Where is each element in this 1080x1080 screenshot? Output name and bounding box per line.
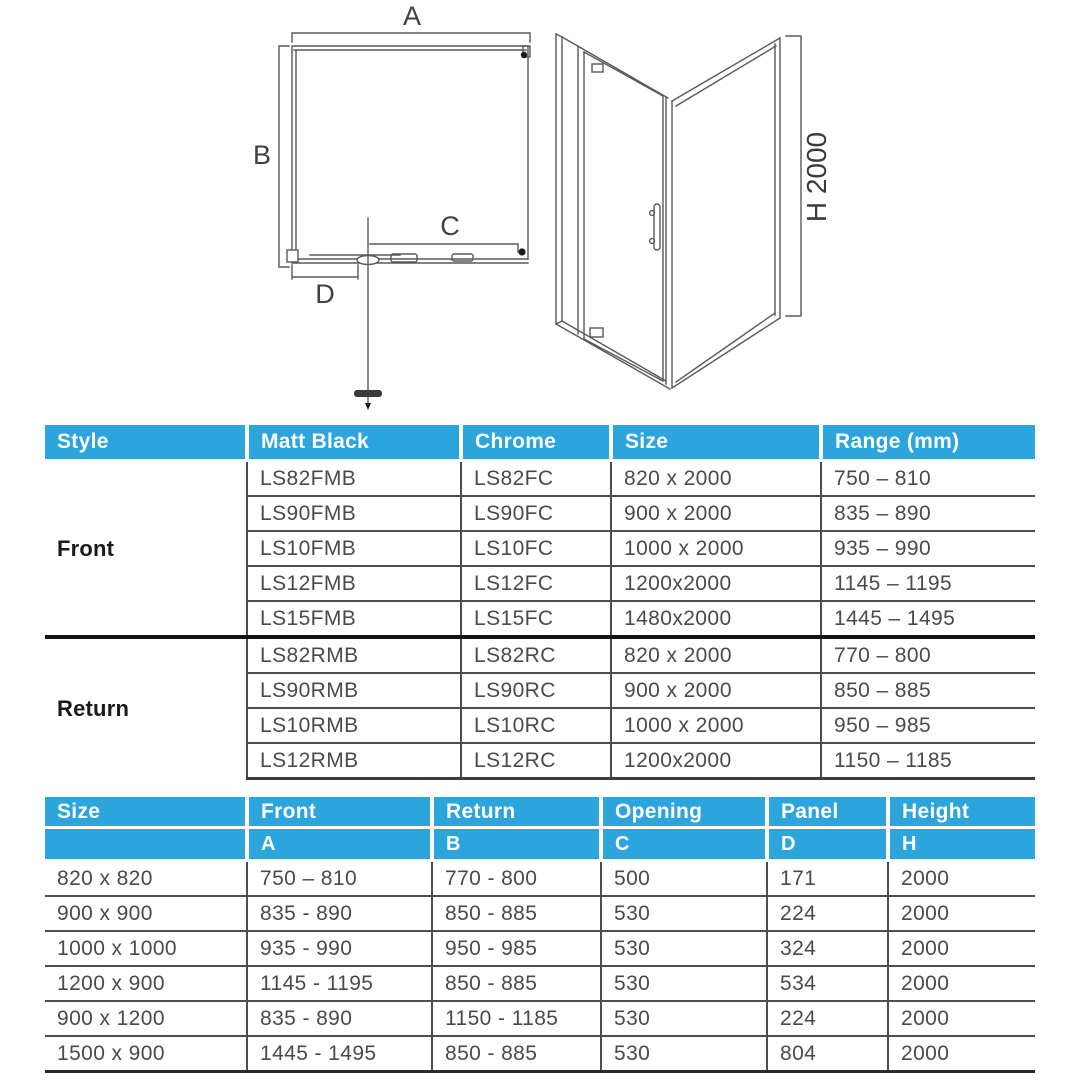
- wall-profile-block: [287, 250, 298, 262]
- spec-cell: LS15FC: [461, 601, 611, 637]
- dimension-cell: 2000: [888, 931, 1035, 966]
- column-header-opening: Opening: [601, 797, 767, 828]
- top-view-diagram: [279, 33, 530, 410]
- spec-cell: 1445 – 1495: [821, 601, 1035, 637]
- dimension-cell: 1200 x 900: [45, 966, 247, 1001]
- dimension-cell: 850 - 885: [432, 1036, 601, 1072]
- dimension-table-row: [45, 1036, 1035, 1072]
- dimension-cell: 935 - 990: [247, 931, 432, 966]
- spec-cell: LS90FMB: [247, 496, 461, 531]
- iso-return-panel: [672, 38, 780, 388]
- spec-header-row: [45, 425, 1035, 461]
- spec-cell: LS90RC: [461, 673, 611, 708]
- dimension-line-d: [292, 265, 358, 279]
- spec-cell: 1145 – 1195: [821, 566, 1035, 601]
- dimension-label-d: D: [315, 279, 335, 309]
- spec-cell: 935 – 990: [821, 531, 1035, 566]
- column-header-matt-black: Matt Black: [247, 425, 461, 461]
- column-header-chrome: Chrome: [461, 425, 611, 461]
- spec-cell: 1150 – 1185: [821, 743, 1035, 779]
- dimension-header-row-1: [45, 797, 1035, 828]
- spec-cell: LS10FC: [461, 531, 611, 566]
- spec-cell: 820 x 2000: [611, 461, 821, 497]
- dimension-table-row: [45, 861, 1035, 897]
- spec-cell: LS82RMB: [247, 637, 461, 673]
- spec-cell: 1000 x 2000: [611, 531, 821, 566]
- column-header-size: Size: [611, 425, 821, 461]
- spec-cell: LS15FMB: [247, 601, 461, 637]
- spec-cell: 950 – 985: [821, 708, 1035, 743]
- dimension-cell: 750 – 810: [247, 861, 432, 897]
- dimension-table-row: [45, 931, 1035, 966]
- dimension-cell: 1000 x 1000: [45, 931, 247, 966]
- dimension-table-row: [45, 966, 1035, 1001]
- dimension-cell: 1445 - 1495: [247, 1036, 432, 1072]
- spec-cell: 835 – 890: [821, 496, 1035, 531]
- axis-arrow-tip: [365, 403, 371, 410]
- iso-top-hinge: [592, 64, 603, 72]
- column-subheader-h: H: [888, 828, 1035, 861]
- spec-cell: LS90FC: [461, 496, 611, 531]
- spec-cell: 750 – 810: [821, 461, 1035, 497]
- shower-enclosure-diagram: [0, 0, 1080, 420]
- column-header-range: Range (mm): [821, 425, 1035, 461]
- dimension-cell: 534: [767, 966, 888, 1001]
- dimension-cell: 850 - 885: [432, 966, 601, 1001]
- dimension-cell: 224: [767, 1001, 888, 1036]
- style-section-label: Return: [45, 637, 247, 779]
- column-header-return: Return: [432, 797, 601, 828]
- dimension-table-row: [45, 1001, 1035, 1036]
- door-handle-top-view: [354, 390, 382, 397]
- iso-view-diagram: [556, 34, 801, 389]
- spec-table-row: [45, 637, 1035, 673]
- dimension-cell: 1150 - 1185: [432, 1001, 601, 1036]
- spec-cell: LS82RC: [461, 637, 611, 673]
- dimension-line-a: [292, 33, 530, 42]
- column-header-size: Size: [45, 797, 247, 828]
- dimension-cell: 820 x 820: [45, 861, 247, 897]
- iso-wall-profile: [556, 34, 562, 324]
- dimension-cell: 850 - 885: [432, 896, 601, 931]
- dimension-cell: 224: [767, 896, 888, 931]
- spec-cell: LS82FMB: [247, 461, 461, 497]
- spec-cell: 770 – 800: [821, 637, 1035, 673]
- spec-cell: 1200x2000: [611, 743, 821, 779]
- spec-cell: LS12FC: [461, 566, 611, 601]
- column-subheader-b: B: [432, 828, 601, 861]
- iso-corner-post: [666, 97, 672, 388]
- dimension-cell: 2000: [888, 1036, 1035, 1072]
- dimension-cell: 804: [767, 1036, 888, 1072]
- spec-cell: 820 x 2000: [611, 637, 821, 673]
- model-spec-table: [45, 425, 1035, 780]
- iso-bottom-hinge: [590, 328, 603, 337]
- spec-cell: LS10FMB: [247, 531, 461, 566]
- spec-cell: LS12FMB: [247, 566, 461, 601]
- column-header-style: Style: [45, 425, 247, 461]
- iso-door-handle: [654, 204, 660, 250]
- style-section-label: Front: [45, 461, 247, 638]
- column-subheader-d: D: [767, 828, 888, 861]
- top-hinge-dot: [521, 52, 527, 58]
- diagram-area: [0, 0, 1080, 420]
- iso-front-frame: [562, 37, 668, 339]
- spec-cell: 900 x 2000: [611, 496, 821, 531]
- dimension-table-row: [45, 896, 1035, 931]
- spec-cell: 1000 x 2000: [611, 708, 821, 743]
- spec-cell: 850 – 885: [821, 673, 1035, 708]
- dimension-cell: 835 - 890: [247, 896, 432, 931]
- spec-cell: 900 x 2000: [611, 673, 821, 708]
- dimension-cell: 324: [767, 931, 888, 966]
- column-header-panel: Panel: [767, 797, 888, 828]
- dimension-cell: 171: [767, 861, 888, 897]
- dimension-cell: 2000: [888, 896, 1035, 931]
- dimension-cell: 530: [601, 931, 767, 966]
- iso-door-leaf: [584, 52, 663, 381]
- column-header-front: Front: [247, 797, 432, 828]
- column-subheader-a: A: [247, 828, 432, 861]
- dimension-cell: 530: [601, 966, 767, 1001]
- dimension-line-c: [370, 244, 518, 252]
- spec-cell: 1480x2000: [611, 601, 821, 637]
- column-header-height: Height: [888, 797, 1035, 828]
- dimension-cell: 770 - 800: [432, 861, 601, 897]
- spec-cell: LS10RC: [461, 708, 611, 743]
- spec-cell: LS12RC: [461, 743, 611, 779]
- bottom-guide-block: [452, 254, 473, 261]
- dimension-cell: 500: [601, 861, 767, 897]
- dimension-cell: 835 - 890: [247, 1001, 432, 1036]
- dimension-cell: 530: [601, 1036, 767, 1072]
- spec-table-row: [45, 461, 1035, 497]
- dimension-cell: 950 - 985: [432, 931, 601, 966]
- dimension-label-a: A: [402, 1, 422, 31]
- dimension-cell: 2000: [888, 966, 1035, 1001]
- spec-cell: LS10RMB: [247, 708, 461, 743]
- dimension-cell: 1500 x 900: [45, 1036, 247, 1072]
- height-dimension-label: H 2000: [801, 131, 832, 223]
- spec-cell: LS82FC: [461, 461, 611, 497]
- dimension-cell: 2000: [888, 861, 1035, 897]
- spec-cell: 1200x2000: [611, 566, 821, 601]
- column-subheader-c: C: [601, 828, 767, 861]
- column-subheader-blank: [45, 828, 247, 861]
- dimension-table: [45, 797, 1035, 1073]
- enclosure-outline: [292, 46, 528, 259]
- dimension-cell: 2000: [888, 1001, 1035, 1036]
- dimension-cell: 900 x 1200: [45, 1001, 247, 1036]
- dimension-header-row-2: [45, 828, 1035, 861]
- spec-cell: LS12RMB: [247, 743, 461, 779]
- dimension-cell: 530: [601, 896, 767, 931]
- height-dimension-line: [786, 36, 801, 316]
- bottom-hinge-dot: [518, 248, 525, 255]
- dimension-cell: 900 x 900: [45, 896, 247, 931]
- dimension-cell: 1145 - 1195: [247, 966, 432, 1001]
- dimension-line-b: [279, 46, 289, 267]
- dimension-label-b: B: [252, 140, 272, 170]
- spec-cell: LS90RMB: [247, 673, 461, 708]
- dimension-label-c: C: [440, 211, 460, 241]
- dimension-cell: 530: [601, 1001, 767, 1036]
